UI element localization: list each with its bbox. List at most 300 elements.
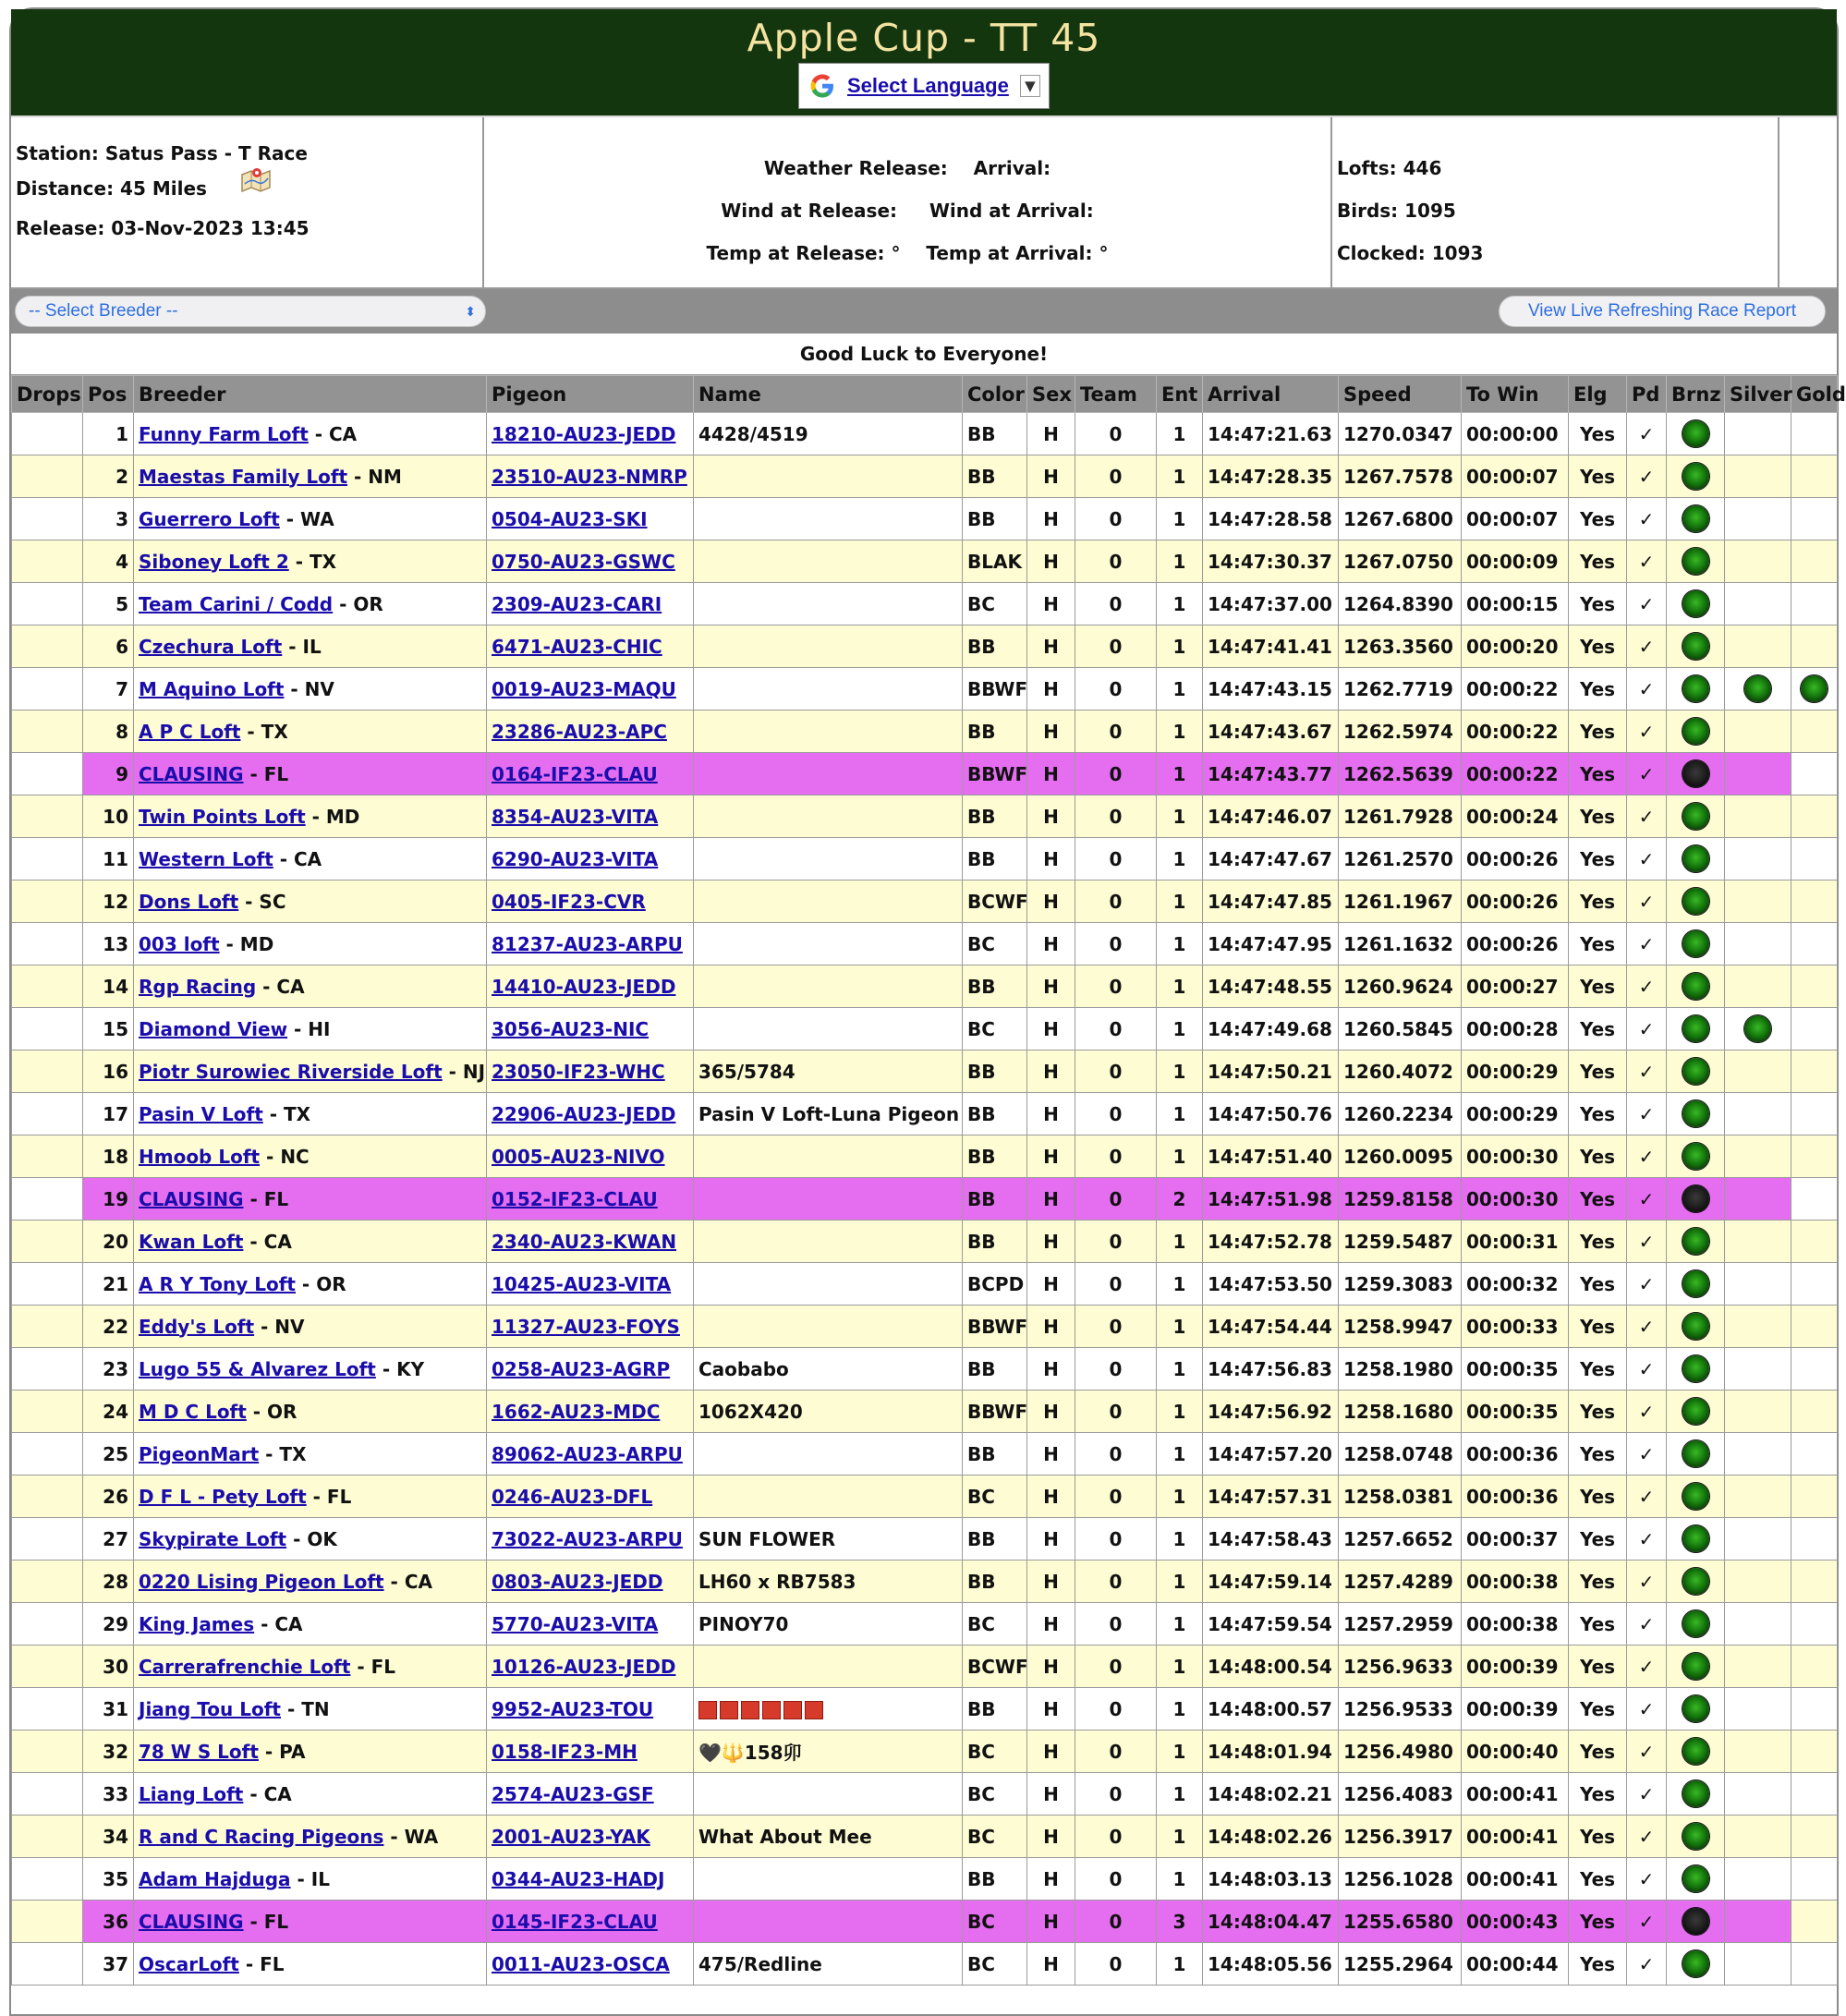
position: 11 [103, 847, 128, 870]
eligible: Yes [1579, 1825, 1616, 1848]
position: 19 [103, 1187, 128, 1210]
pigeon-link[interactable]: 9952-AU23-TOU [492, 1697, 654, 1720]
color: BC [967, 1485, 995, 1508]
position: 34 [103, 1825, 128, 1848]
drops-cell [12, 1263, 83, 1306]
eligible: Yes [1579, 1272, 1616, 1295]
bronze-indicator-icon [1682, 1313, 1709, 1340]
arrival-time: 14:47:52.78 [1208, 1230, 1332, 1253]
paid-check-icon: ✓ [1638, 847, 1655, 870]
drops-cell [12, 1688, 83, 1731]
table-row [12, 1178, 1838, 1221]
bronze-indicator-icon [1682, 1865, 1709, 1892]
team: 0 [1109, 1272, 1123, 1295]
pigeon-link[interactable]: 0011-AU23-OSCA [492, 1952, 670, 1975]
breeder-link[interactable]: M D C Loft [139, 1400, 247, 1423]
drops-cell [12, 1773, 83, 1816]
birds-count: Birds: 1095 [1337, 200, 1456, 222]
position: 5 [115, 592, 128, 615]
pigeon-link[interactable]: 0019-AU23-MAQU [492, 677, 676, 700]
breeder-state: - NM [347, 465, 402, 488]
bronze-indicator-icon [1682, 1525, 1709, 1552]
red-square-icon [783, 1701, 802, 1719]
eligible: Yes [1579, 1357, 1616, 1380]
eligible: Yes [1579, 932, 1616, 955]
silver-indicator-icon [1744, 1015, 1771, 1042]
position: 12 [103, 890, 128, 913]
paid-check-icon: ✓ [1638, 1867, 1655, 1890]
to-win: 00:00:07 [1466, 465, 1559, 488]
breeder-link[interactable]: Eddy's Loft [139, 1315, 255, 1338]
pigeon-link[interactable]: 0145-IF23-CLAU [492, 1910, 658, 1933]
drops-cell [12, 795, 83, 838]
pigeon-link[interactable]: 0158-IF23-MH [492, 1740, 638, 1763]
breeder-state: - IL [290, 1867, 330, 1890]
breeder-state: - FL [243, 762, 289, 785]
table-row [12, 1263, 1838, 1306]
pigeon-link[interactable]: 8354-AU23-VITA [492, 805, 659, 828]
sex: H [1043, 975, 1059, 998]
to-win: 00:00:35 [1466, 1400, 1559, 1423]
speed: 1258.1980 [1343, 1357, 1453, 1380]
eligible: Yes [1579, 1697, 1616, 1720]
release-label: Release: 03-Nov-2023 13:45 [16, 217, 310, 239]
column-header: Ent [1157, 376, 1203, 413]
live-report-button[interactable]: View Live Refreshing Race Report [1499, 296, 1826, 327]
sex: H [1043, 1357, 1059, 1380]
paid-check-icon: ✓ [1638, 677, 1655, 700]
to-win: 00:00:39 [1466, 1697, 1559, 1720]
bronze-indicator-icon [1682, 1143, 1709, 1170]
breeder-link[interactable]: Piotr Surowiec Riverside Loft [139, 1060, 443, 1083]
color: BC [967, 1825, 995, 1848]
weather-release-label: Weather Release: [763, 157, 948, 179]
pigeon-link[interactable]: 0005-AU23-NIVO [492, 1145, 665, 1168]
drops-cell [12, 1476, 83, 1518]
eligible: Yes [1579, 507, 1616, 530]
breeder-state: - OR [333, 592, 383, 615]
breeder-state: - KY [375, 1357, 425, 1380]
sex: H [1043, 932, 1059, 955]
pigeon-link[interactable]: 10126-AU23-JEDD [492, 1655, 676, 1678]
drops-cell [12, 1008, 83, 1051]
pigeon-name: LH60 x RB7583 [698, 1570, 856, 1593]
breeder-link[interactable]: Kwan Loft [139, 1230, 244, 1253]
sex: H [1043, 465, 1059, 488]
pigeon-link[interactable]: 1662-AU23-MDC [492, 1400, 661, 1423]
bronze-indicator-icon [1682, 803, 1709, 830]
bronze-indicator-icon [1682, 760, 1709, 787]
color: BCWF [967, 1655, 1028, 1678]
pigeon-link[interactable]: 0803-AU23-JEDD [492, 1570, 663, 1593]
pigeon-name: 4428/4519 [698, 422, 808, 445]
sex: H [1043, 677, 1059, 700]
table-row [12, 1476, 1838, 1518]
breeder-link[interactable]: Maestas Family Loft [139, 465, 348, 488]
pigeon-link[interactable]: 0344-AU23-HADJ [492, 1867, 665, 1890]
arrival-time: 14:47:53.50 [1208, 1272, 1332, 1295]
arrival-time: 14:47:51.40 [1208, 1145, 1332, 1168]
breeder-link[interactable]: Team Carini / Codd [139, 592, 334, 615]
drops-cell [12, 1051, 83, 1093]
breeder-link[interactable]: Western Loft [139, 847, 273, 870]
color: BB [967, 1697, 996, 1720]
arrival-time: 14:47:50.21 [1208, 1060, 1332, 1083]
pigeon-name: PINOY70 [698, 1612, 789, 1635]
breeder-state: - OR [246, 1400, 298, 1423]
sex: H [1043, 1825, 1059, 1848]
bronze-indicator-icon [1682, 1355, 1709, 1382]
table-row [12, 455, 1838, 498]
column-header: Brnz [1667, 376, 1725, 413]
sex: H [1043, 635, 1059, 658]
lofts-count: Lofts: 446 [1337, 157, 1442, 179]
entry: 1 [1172, 1740, 1186, 1763]
eligible: Yes [1579, 1145, 1616, 1168]
arrival-time: 14:47:56.83 [1208, 1357, 1332, 1380]
pigeon-link[interactable]: 2309-AU23-CARI [492, 592, 662, 615]
breeder-state: - IL [282, 635, 322, 658]
breeder-link[interactable]: King James [139, 1612, 255, 1635]
breeder-link[interactable]: 003 loft [139, 932, 220, 955]
to-win: 00:00:44 [1466, 1952, 1559, 1975]
entry: 1 [1172, 1315, 1186, 1338]
breeder-link[interactable]: 78 W S Loft [139, 1740, 259, 1763]
breeder-link[interactable]: CLAUSING [139, 762, 244, 785]
arrival-time: 14:47:28.35 [1208, 465, 1332, 488]
bronze-indicator-icon [1682, 1398, 1709, 1425]
clocked-count: Clocked: 1093 [1337, 242, 1484, 264]
to-win: 00:00:00 [1466, 422, 1559, 445]
team: 0 [1109, 847, 1123, 870]
speed: 1260.5845 [1343, 1017, 1453, 1040]
paid-check-icon: ✓ [1638, 1910, 1655, 1933]
breeder-link[interactable]: A R Y Tony Loft [139, 1272, 296, 1295]
breeder-link[interactable]: Skypirate Loft [139, 1527, 287, 1550]
eligible: Yes [1579, 422, 1616, 445]
pigeon-link[interactable]: 6471-AU23-CHIC [492, 635, 662, 658]
drops-cell [12, 965, 83, 1008]
sex: H [1043, 1910, 1059, 1933]
arrival-time: 14:48:03.13 [1208, 1867, 1332, 1890]
paid-check-icon: ✓ [1638, 422, 1655, 445]
breeder-link[interactable]: Adam Hajduga [139, 1867, 291, 1890]
arrival-time: 14:47:47.85 [1208, 890, 1332, 913]
eligible: Yes [1579, 550, 1616, 573]
position: 3 [115, 507, 128, 530]
speed: 1256.9533 [1343, 1697, 1453, 1720]
speed: 1259.8158 [1343, 1187, 1453, 1210]
pigeon-link[interactable]: 0164-IF23-CLAU [492, 762, 658, 785]
gold-indicator-icon [1801, 675, 1828, 702]
sex: H [1043, 507, 1059, 530]
bronze-indicator-icon [1682, 1653, 1709, 1680]
entry: 1 [1172, 1230, 1186, 1253]
color: BCPD [967, 1272, 1025, 1295]
table-row [12, 1221, 1838, 1263]
breeder-link[interactable]: CLAUSING [139, 1187, 244, 1210]
breeder-state: - FL [350, 1655, 396, 1678]
sex: H [1043, 847, 1059, 870]
eligible: Yes [1579, 847, 1616, 870]
arrival-time: 14:47:47.95 [1208, 932, 1332, 955]
pigeon-link[interactable]: 81237-AU23-ARPU [492, 932, 683, 955]
to-win: 00:00:33 [1466, 1315, 1559, 1338]
column-header: Pd [1627, 376, 1667, 413]
to-win: 00:00:39 [1466, 1655, 1559, 1678]
pigeon-link[interactable]: 23050-IF23-WHC [492, 1060, 665, 1083]
speed: 1258.0381 [1343, 1485, 1453, 1508]
pigeon-link[interactable]: 2340-AU23-KWAN [492, 1230, 677, 1253]
eligible: Yes [1579, 465, 1616, 488]
color: BB [967, 1102, 996, 1125]
dropdown-caret-icon[interactable]: ▼ [1020, 75, 1040, 97]
arrival-time: 14:47:59.14 [1208, 1570, 1332, 1593]
entry: 1 [1172, 1060, 1186, 1083]
pigeon-link[interactable]: 22906-AU23-JEDD [492, 1102, 676, 1125]
table-row [12, 1731, 1838, 1773]
entry: 1 [1172, 1527, 1186, 1550]
eligible: Yes [1579, 1230, 1616, 1253]
to-win: 00:00:28 [1466, 1017, 1559, 1040]
wind-arrival-label: Wind at Arrival: [929, 200, 1094, 222]
table-row [12, 498, 1838, 540]
entry: 1 [1172, 1017, 1186, 1040]
paid-check-icon: ✓ [1638, 720, 1655, 743]
eligible: Yes [1579, 1017, 1616, 1040]
pigeon-link[interactable]: 0152-IF23-CLAU [492, 1187, 658, 1210]
position: 33 [103, 1782, 128, 1805]
table-row [12, 583, 1838, 625]
table-row [12, 1008, 1838, 1051]
pigeon-link[interactable]: 2001-AU23-YAK [492, 1825, 650, 1848]
silver-indicator-icon [1744, 675, 1771, 702]
pigeon-link[interactable]: 14410-AU23-JEDD [492, 975, 676, 998]
bronze-indicator-icon [1682, 1568, 1709, 1595]
results-table [11, 375, 1846, 1986]
pigeon-link[interactable]: 0750-AU23-GSWC [492, 550, 675, 573]
breeder-link[interactable]: R and C Racing Pigeons [139, 1825, 384, 1848]
paid-check-icon: ✓ [1638, 932, 1655, 955]
arrival-time: 14:47:43.77 [1208, 762, 1332, 785]
pigeon-link[interactable]: 6290-AU23-VITA [492, 847, 659, 870]
color: BBWF [967, 677, 1028, 700]
team: 0 [1109, 1952, 1123, 1975]
to-win: 00:00:43 [1466, 1910, 1559, 1933]
position: 28 [103, 1570, 128, 1593]
paid-check-icon: ✓ [1638, 550, 1655, 573]
breeder-link[interactable]: Rgp Racing [139, 975, 257, 998]
pigeon-link[interactable]: 73022-AU23-ARPU [492, 1527, 683, 1550]
pigeon-link[interactable]: 5770-AU23-VITA [492, 1612, 659, 1635]
breeder-link[interactable]: Siboney Loft 2 [139, 550, 289, 573]
team: 0 [1109, 1060, 1123, 1083]
to-win: 00:00:35 [1466, 1357, 1559, 1380]
column-header: Name [694, 376, 963, 413]
breeder-link[interactable]: Twin Points Loft [139, 805, 306, 828]
arrival-time: 14:47:43.15 [1208, 677, 1332, 700]
paid-check-icon: ✓ [1638, 1102, 1655, 1125]
station-label: Station: Satus Pass - T Race [16, 142, 308, 164]
entry: 1 [1172, 1697, 1186, 1720]
speed: 1258.9947 [1343, 1315, 1453, 1338]
breeder-state: - TN [280, 1697, 330, 1720]
team: 0 [1109, 1867, 1123, 1890]
breeder-link[interactable]: Jiang Tou Loft [139, 1697, 281, 1720]
table-header-row [12, 376, 1838, 413]
bronze-indicator-icon [1682, 1100, 1709, 1127]
table-row [12, 1901, 1838, 1943]
breeder-link[interactable]: Guerrero Loft [139, 507, 280, 530]
breeder-link[interactable]: PigeonMart [139, 1442, 260, 1465]
to-win: 00:00:22 [1466, 677, 1559, 700]
sex: H [1043, 1230, 1059, 1253]
eligible: Yes [1579, 1102, 1616, 1125]
breeder-link[interactable]: M Aquino Loft [139, 677, 285, 700]
drops-cell [12, 1221, 83, 1263]
sex: H [1043, 762, 1059, 785]
breeder-link[interactable]: Czechura Loft [139, 635, 283, 658]
position: 27 [103, 1527, 128, 1550]
breeder-state: - TX [288, 550, 337, 573]
team: 0 [1109, 1910, 1123, 1933]
select-breeder-dropdown[interactable] [15, 296, 486, 327]
eligible: Yes [1579, 1187, 1616, 1210]
position: 26 [103, 1485, 128, 1508]
pigeon-name: 365/5784 [698, 1060, 795, 1083]
entry: 1 [1172, 762, 1186, 785]
breeder-link[interactable]: OscarLoft [139, 1952, 239, 1975]
breeder-link[interactable]: Liang Loft [139, 1782, 244, 1805]
breeder-state: - FL [306, 1485, 352, 1508]
entry: 1 [1172, 1145, 1186, 1168]
pigeon-link[interactable]: 23510-AU23-NMRP [492, 465, 687, 488]
breeder-link[interactable]: CLAUSING [139, 1910, 244, 1933]
position: 20 [103, 1230, 128, 1253]
position: 7 [115, 677, 128, 700]
pigeon-link[interactable]: 0405-IF23-CVR [492, 890, 646, 913]
breeder-link[interactable]: A P C Loft [139, 720, 241, 743]
paid-check-icon: ✓ [1638, 1272, 1655, 1295]
team: 0 [1109, 1230, 1123, 1253]
color: BB [967, 1230, 996, 1253]
breeder-link[interactable]: Dons Loft [139, 890, 239, 913]
breeder-state: - CA [243, 1230, 292, 1253]
arrival-time: 14:48:04.47 [1208, 1910, 1332, 1933]
speed: 1258.1680 [1343, 1400, 1453, 1423]
eligible: Yes [1579, 592, 1616, 615]
speed: 1257.4289 [1343, 1570, 1453, 1593]
breeder-link[interactable]: D F L - Pety Loft [139, 1485, 307, 1508]
breeder-state: - TX [262, 1102, 311, 1125]
arrival-time: 14:48:02.26 [1208, 1825, 1332, 1848]
to-win: 00:00:26 [1466, 890, 1559, 913]
table-row [12, 1688, 1838, 1731]
bronze-indicator-icon [1682, 1058, 1709, 1085]
to-win: 00:00:31 [1466, 1230, 1559, 1253]
speed: 1261.1967 [1343, 890, 1453, 913]
map-icon[interactable] [240, 165, 272, 200]
eligible: Yes [1579, 1527, 1616, 1550]
entry: 1 [1172, 1357, 1186, 1380]
to-win: 00:00:22 [1466, 720, 1559, 743]
pigeon-link[interactable]: 0246-AU23-DFL [492, 1485, 653, 1508]
paid-check-icon: ✓ [1638, 1740, 1655, 1763]
paid-check-icon: ✓ [1638, 1655, 1655, 1678]
bronze-indicator-icon [1682, 930, 1709, 957]
pigeon-link[interactable]: 0258-AU23-AGRP [492, 1357, 671, 1380]
pigeon-link[interactable]: 3056-AU23-NIC [492, 1017, 650, 1040]
color: BC [967, 1910, 995, 1933]
drops-cell [12, 583, 83, 625]
pigeon-link[interactable]: 18210-AU23-JEDD [492, 422, 676, 445]
color: BC [967, 1612, 995, 1635]
pigeon-link[interactable]: 10425-AU23-VITA [492, 1272, 672, 1295]
table-row [12, 668, 1838, 710]
to-win: 00:00:37 [1466, 1527, 1559, 1550]
breeder-link[interactable]: Lugo 55 & Alvarez Loft [139, 1357, 376, 1380]
entry: 1 [1172, 1272, 1186, 1295]
paid-check-icon: ✓ [1638, 1357, 1655, 1380]
color: BC [967, 1740, 995, 1763]
arrival-time: 14:48:01.94 [1208, 1740, 1332, 1763]
pigeon-link[interactable]: 89062-AU23-ARPU [492, 1442, 683, 1465]
pigeon-link[interactable]: 2574-AU23-GSF [492, 1782, 654, 1805]
red-square-icon [720, 1701, 738, 1719]
table-row [12, 838, 1838, 880]
pigeon-link[interactable]: 11327-AU23-FOYS [492, 1315, 680, 1338]
pigeon-link[interactable]: 0504-AU23-SKI [492, 507, 648, 530]
pigeon-link[interactable]: 23286-AU23-APC [492, 720, 667, 743]
color: BB [967, 975, 996, 998]
breeder-link[interactable]: Funny Farm Loft [139, 422, 309, 445]
to-win: 00:00:41 [1466, 1867, 1559, 1890]
position: 2 [115, 465, 128, 488]
paid-check-icon: ✓ [1638, 1187, 1655, 1210]
breeder-link[interactable]: Pasin V Loft [139, 1102, 263, 1125]
breeder-state: - WA [279, 507, 334, 530]
pigeon-name: 475/Redline [698, 1952, 822, 1975]
breeder-link[interactable]: Carrerafrenchie Loft [139, 1655, 351, 1678]
color: BB [967, 422, 996, 445]
breeder-link[interactable]: 0220 Lising Pigeon Loft [139, 1570, 384, 1593]
bronze-indicator-icon [1682, 463, 1709, 490]
eligible: Yes [1579, 720, 1616, 743]
entry: 1 [1172, 635, 1186, 658]
arrival-time: 14:47:21.63 [1208, 422, 1332, 445]
color: BB [967, 1357, 996, 1380]
language-selector[interactable] [798, 63, 1050, 109]
to-win: 00:00:38 [1466, 1612, 1559, 1635]
color: BC [967, 1017, 995, 1040]
color: BC [967, 932, 995, 955]
speed: 1262.7719 [1343, 677, 1453, 700]
entry: 1 [1172, 422, 1186, 445]
speed: 1262.5974 [1343, 720, 1453, 743]
position: 37 [103, 1952, 128, 1975]
arrival-time: 14:48:00.57 [1208, 1697, 1332, 1720]
to-win: 00:00:07 [1466, 507, 1559, 530]
breeder-state: - OR [295, 1272, 346, 1295]
table-row [12, 540, 1838, 583]
breeder-link[interactable]: Diamond View [139, 1017, 288, 1040]
team: 0 [1109, 1697, 1123, 1720]
select-language-link[interactable]: Select Language [847, 74, 1009, 97]
pigeon-name: Caobabo [698, 1357, 789, 1380]
to-win: 00:00:29 [1466, 1060, 1559, 1083]
team: 0 [1109, 1570, 1123, 1593]
breeder-link[interactable]: Hmoob Loft [139, 1145, 261, 1168]
